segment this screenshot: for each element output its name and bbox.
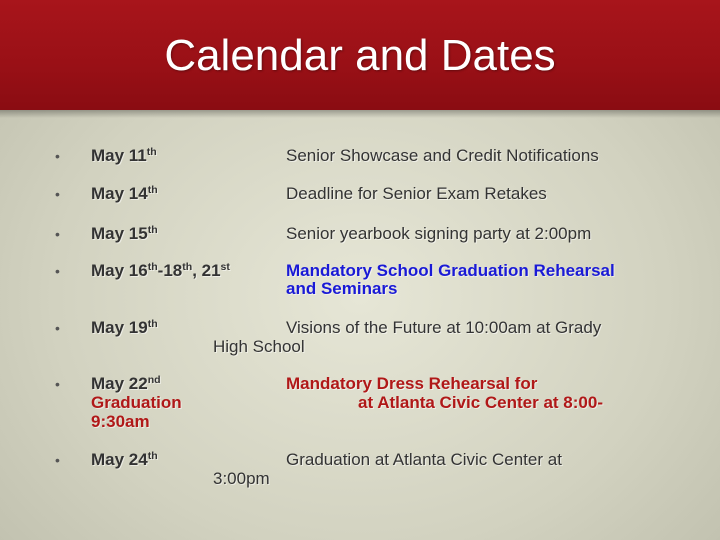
- bullet-icon: •: [55, 226, 60, 242]
- date-may-22: May 22nd: [91, 374, 161, 393]
- bullet-icon: •: [55, 148, 60, 164]
- event-graduation-line1: Graduation at Atlanta Civic Center at: [286, 450, 562, 469]
- event-graduation-rehearsal-line1: Mandatory School Graduation Rehearsal: [286, 261, 615, 280]
- event-graduation-rehearsal-line2: and Seminars: [286, 279, 398, 298]
- event-senior-showcase: Senior Showcase and Credit Notifications: [286, 146, 599, 165]
- event-graduation-line2: 3:00pm: [213, 469, 270, 488]
- event-dress-rehearsal-line2: at Atlanta Civic Center at 8:00-: [358, 393, 603, 412]
- date-may-19: May 19th: [91, 318, 158, 337]
- bullet-icon: •: [55, 263, 60, 279]
- date-may-22-graduation: Graduation: [91, 393, 182, 412]
- event-dress-rehearsal-line1: Mandatory Dress Rehearsal for: [286, 374, 538, 393]
- date-may-22-time: 9:30am: [91, 412, 150, 431]
- bullet-icon: •: [55, 320, 60, 336]
- date-may-15: May 15th: [91, 224, 158, 243]
- date-may-16-18-21: May 16th-18th, 21st: [91, 261, 230, 280]
- event-yearbook-signing: Senior yearbook signing party at 2:00pm: [286, 224, 592, 243]
- event-exam-retakes-deadline: Deadline for Senior Exam Retakes: [286, 184, 547, 203]
- date-may-24: May 24th: [91, 450, 158, 469]
- date-may-11: May 11th: [91, 146, 157, 165]
- bullet-icon: •: [55, 376, 60, 392]
- slide-title: Calendar and Dates: [164, 31, 556, 80]
- bullet-icon: •: [55, 186, 60, 202]
- bullet-icon: •: [55, 452, 60, 468]
- event-visions-of-future-line1: Visions of the Future at 10:00am at Grady: [286, 318, 602, 337]
- title-bar-shadow: [0, 110, 720, 118]
- event-visions-of-future-line2: High School: [213, 337, 305, 356]
- date-may-14: May 14th: [91, 184, 158, 203]
